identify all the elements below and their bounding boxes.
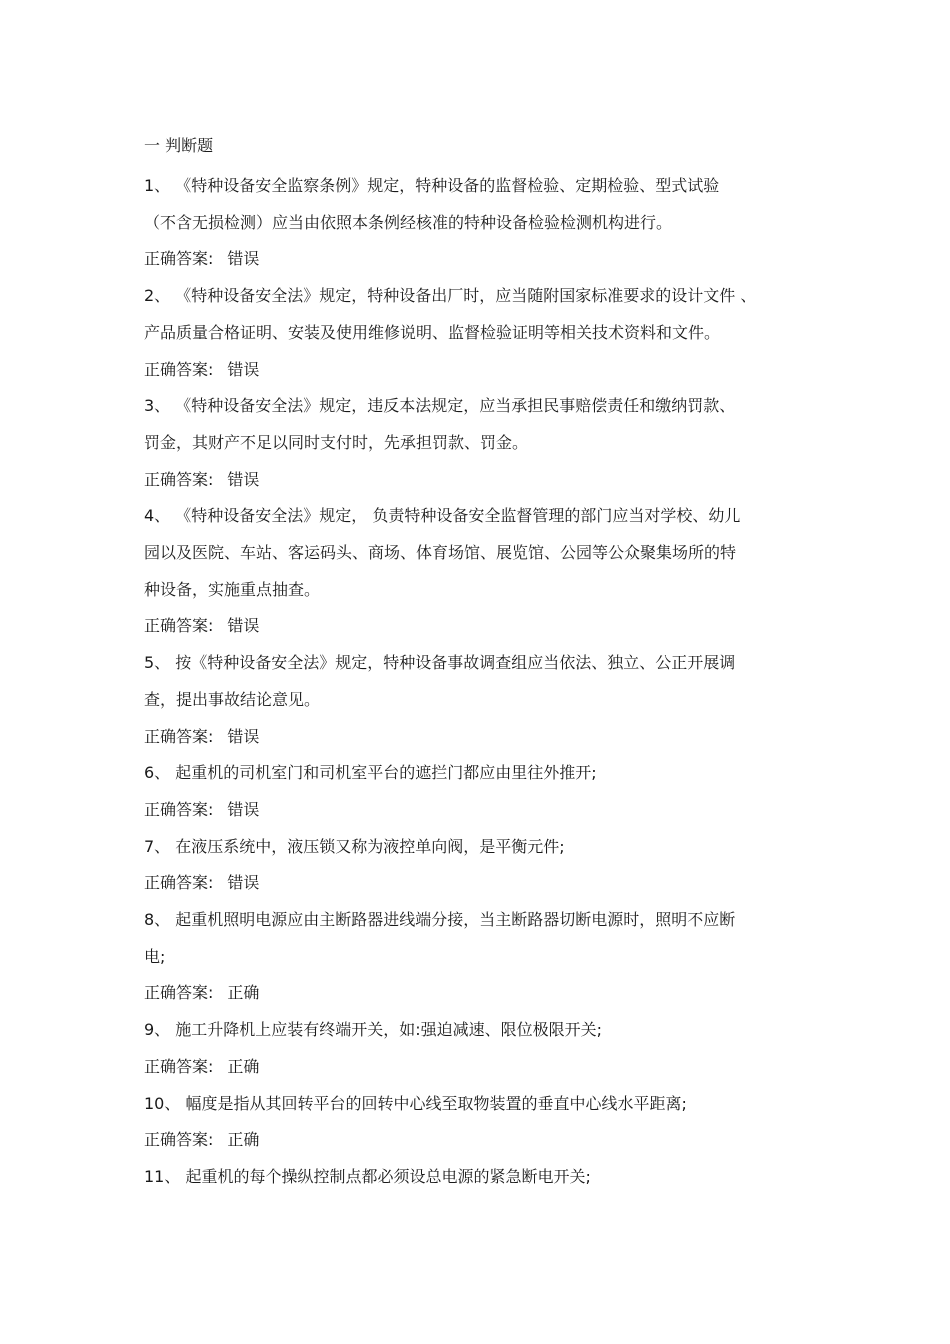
answer-line	[144, 975, 816, 1012]
question-text-line: 罚金，其财产不足以同时支付时，先承担罚款、罚金。	[144, 432, 529, 452]
question-text-line: 查，提出事故结论意见。	[144, 689, 321, 709]
question-text-line: 电;	[144, 946, 166, 966]
question-text-line: 8、 起重机照明电源应由主断路器进线端分接，当主断路器切断电源时，照明不应断	[144, 910, 736, 930]
answer-label: 正确答案:	[144, 249, 214, 269]
question-text-line: 产品质量合格证明、安装及使用维修说明、监督检验证明等相关技术资料和文件。	[144, 322, 721, 342]
question-text-line: 2、 《特种设备安全法》规定，特种设备出厂时，应当随附国家标准要求的设计文件 、	[144, 286, 757, 306]
answer-line	[144, 792, 816, 829]
question-text-line: 10、 幅度是指从其回转平台的回转中心线至取物装置的垂直中心线水平距离;	[144, 1093, 687, 1113]
answer-line	[144, 865, 816, 902]
question-text-line: 9、 施工升降机上应装有终端开关，如:强迫减速、限位极限开关;	[144, 1020, 603, 1040]
answer-label: 正确答案:	[144, 873, 214, 893]
answer-value: 错误	[227, 249, 260, 269]
question-text-line: 1、 《特种设备安全监察条例》规定，特种设备的监督检验、定期检验、型式试验	[144, 176, 720, 195]
answer-line	[144, 1049, 816, 1086]
answer-label: 正确答案:	[144, 1130, 214, 1150]
section-title: 一 判断题	[144, 136, 214, 155]
answer-label: 正确答案:	[144, 616, 214, 636]
question-text-line: 种设备，实施重点抽查。	[144, 579, 321, 599]
answer-label: 正确答案:	[144, 1056, 214, 1076]
question-text-line: 3、 《特种设备安全法》规定，违反本法规定，应当承担民事赔偿责任和缴纳罚款、	[144, 396, 736, 416]
answer-value: 错误	[227, 359, 260, 379]
answer-value: 错误	[227, 726, 260, 746]
question-text-line: 6、 起重机的司机室门和司机室平台的遮拦门都应由里往外推开;	[144, 763, 597, 783]
answer-value: 正确	[227, 1056, 260, 1076]
answer-value: 正确	[227, 1130, 260, 1150]
question-text-line: 7、 在液压系统中，液压锁又称为液控单向阀，是平衡元件;	[144, 836, 565, 856]
question-text-line: （不含无损检测）应当由依照本条例经核准的特种设备检验检测机构进行。	[144, 212, 673, 232]
answer-value: 错误	[227, 799, 260, 819]
answer-label: 正确答案:	[144, 983, 214, 1003]
question-text-line: 5、 按《特种设备安全法》规定，特种设备事故调查组应当依法、独立、公正开展调	[144, 653, 736, 673]
answer-value: 错误	[227, 469, 260, 489]
answer-line	[144, 719, 816, 756]
answer-value: 正确	[227, 983, 260, 1003]
answer-line	[144, 1122, 816, 1159]
answer-label: 正确答案:	[144, 799, 214, 819]
question-list	[144, 128, 816, 1196]
answer-line	[144, 352, 816, 389]
answer-value: 错误	[227, 616, 260, 636]
answer-label: 正确答案:	[144, 469, 214, 489]
answer-line	[144, 462, 816, 499]
question-text-line: 园以及医院、车站、客运码头、商场、体育场馆、展览馆、公园等公众聚集场所的特	[144, 543, 737, 563]
answer-line	[144, 241, 816, 278]
question-text-line: 11、 起重机的每个操纵控制点都必须设总电源的紧急断电开关;	[144, 1166, 591, 1186]
answer-value: 错误	[227, 873, 260, 893]
answer-label: 正确答案:	[144, 359, 214, 379]
question-text-line: 4、 《特种设备安全法》规定， 负责特种设备安全监督管理的部门应当对学校、幼儿	[144, 506, 741, 526]
answer-label: 正确答案:	[144, 726, 214, 746]
answer-line	[144, 608, 816, 645]
